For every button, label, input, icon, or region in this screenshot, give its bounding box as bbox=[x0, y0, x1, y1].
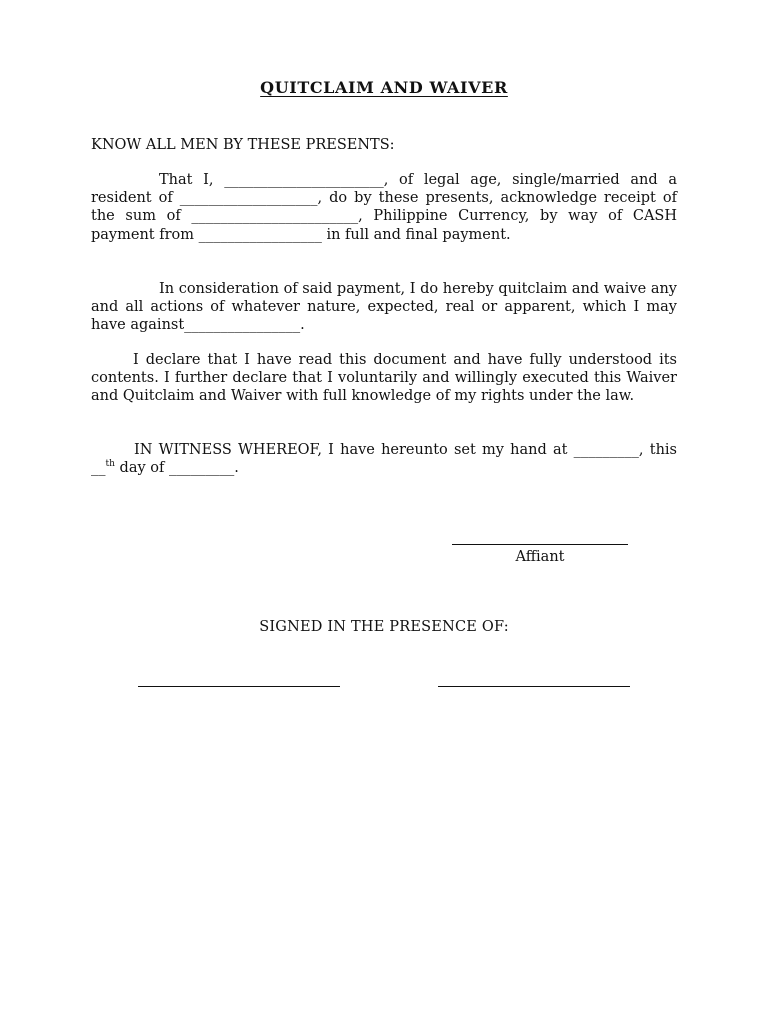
intro-line: KNOW ALL MEN BY THESE PRESENTS: bbox=[91, 137, 395, 153]
witness-paragraph-text: IN WITNESS WHEREOF, I have hereunto set my hand at _________, this __ bbox=[91, 442, 677, 477]
witness-paragraph-end: day of _________. bbox=[114, 460, 239, 477]
receipt-paragraph-text: That I, ______________________, of legal age, single/married and a resident of ___________________, do by these presents, acknowledge receipt of the sum of _______________________, Philippine Currency, by way of CASH payment from _________________ in full and final payment. bbox=[91, 172, 677, 243]
declaration-paragraph-text: I declare that I have read this document and have fully understood its contents. I further declare that I voluntarily and willingly executed this Waiver and Quitclaim and Waiver with full knowledge of my rights under the law. bbox=[91, 352, 677, 405]
presence-heading: SIGNED IN THE PRESENCE OF: bbox=[259, 619, 509, 635]
affiant-signature-line bbox=[452, 544, 628, 545]
affiant-label: Affiant bbox=[515, 549, 565, 565]
declaration-paragraph bbox=[91, 351, 677, 406]
waiver-paragraph bbox=[91, 280, 677, 335]
document-title bbox=[0, 78, 768, 97]
document-title-text: QUITCLAIM AND WAIVER bbox=[260, 78, 508, 97]
witness-signature-line-right bbox=[438, 686, 630, 687]
witness-paragraph bbox=[91, 441, 677, 477]
witness-signature-line-left bbox=[138, 686, 340, 687]
waiver-paragraph-text: In consideration of said payment, I do hereby quitclaim and waive any and all actions of whatever nature, expected, real or apparent, which I may have against________________. bbox=[91, 281, 677, 334]
ordinal-suffix: th bbox=[105, 459, 115, 470]
receipt-paragraph bbox=[91, 171, 677, 244]
